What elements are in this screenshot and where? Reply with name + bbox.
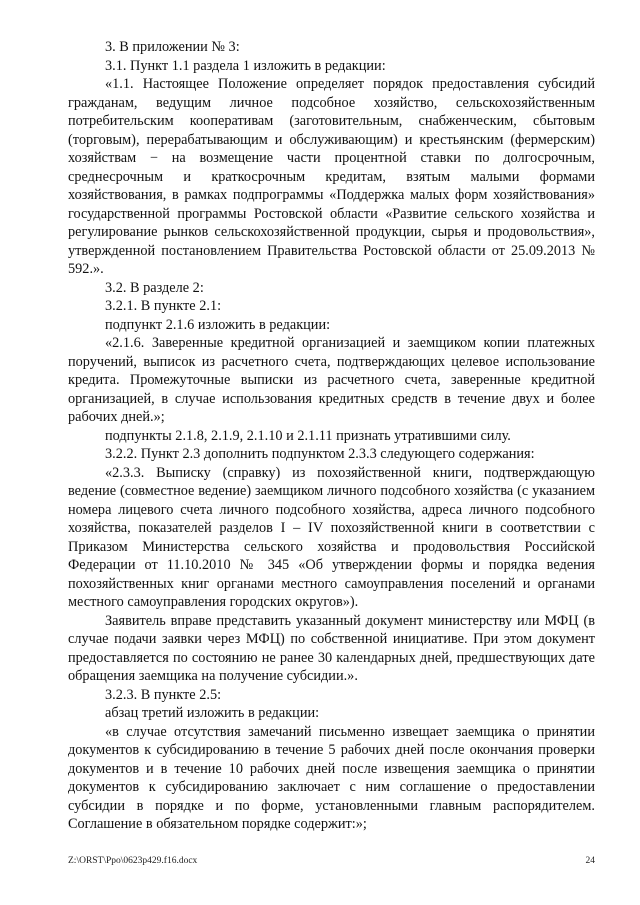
paragraph-3-2-1: 3.2.1. В пункте 2.1: xyxy=(105,298,222,314)
paragraph-applicant-right: Заявитель вправе представить указанный документ министерству или МФЦ (в случае подачи заявки через МФЦ) по собственной инициативе. При этом документ предоставляется по состоянию не ранее 30 календарных дней, предшествующих дате обращения заемщика на получение субсидии.». xyxy=(68,612,595,684)
paragraph-quote-notification: «в случае отсутствия замечаний письменно извещает заемщика о принятии документов к субсидированию в течение 5 рабочих дней после окончания проверки документов и в течение 10 рабочих дней после извещения заемщика о принятии документов к субсидированию заключает с ним соглашение о предоставлении субсидии в порядке и по форме, установленными главным распорядителем. Соглашение в обязательном порядке содержит:»; xyxy=(68,723,595,832)
paragraph-subitem-2-1-6: подпункт 2.1.6 изложить в редакции: xyxy=(105,316,331,333)
footer-page-number: 24 xyxy=(585,856,595,866)
footer-file-path: Z:\ORST\Ppo\0623p429.f16.docx xyxy=(68,856,198,866)
paragraph-3-2-2: 3.2.2. Пункт 2.3 дополнить подпунктом 2.3.3 следующего содержания: xyxy=(105,446,535,462)
paragraph-invalidated-subitems: подпункты 2.1.8, 2.1.9, 2.1.10 и 2.1.11 признать утратившими силу. xyxy=(105,427,511,444)
document-body xyxy=(68,38,595,834)
paragraph-quote-1-1: «1.1. Настоящее Положение определяет порядок предоставления субсидий гражданам, ведущим личное подсобное хозяйство, сельскохозяйственным потребительским кооперативам (заготовительным, снабженческим, сбытовым (торговым), перерабатывающим и обслуживающим) и крестьянским (фермерским) хозяйствам − на возмещение части процентной ставки по долгосрочным, среднесрочным и краткосрочным кредитам, взятым малыми формами хозяйствования, в рамках подпрограммы «Поддержка малых форм хозяйствования» государственной программы Ростовской области «Развитие сельского хозяйства и регулирование рынков сельскохозяйственной продукции, сырья и продовольствия», утвержденной постановлением Правительства Ростовской области от 25.09.2013 № 592.». xyxy=(68,76,595,277)
paragraph-quote-2-1-6: «2.1.6. Заверенные кредитной организацией и заемщиком копии платежных поручений, выписок из расчетного счета, подтверждающих целевое использование кредита. Промежуточные выписки из расчетного счета, заверенные кредитной организацией, в случае использования кредитных средств в течение двух и более рабочих дней.»; xyxy=(68,335,595,425)
paragraph-3-1: 3.1. Пункт 1.1 раздела 1 изложить в редакции: xyxy=(105,57,386,74)
paragraph-3-2-3: 3.2.3. В пункте 2.5: xyxy=(105,686,222,703)
paragraph-3-2: 3.2. В разделе 2: xyxy=(105,279,204,296)
paragraph-quote-2-3-3: «2.3.3. Выписку (справку) из похозяйственной книги, подтверждающую ведение (совместное ведение) заемщиком личного подсобного хозяйства (с указанием номера лицевого счета личного подсобного хозяйства, адреса личного подсобного хозяйства, показателей разделов I – IV похозяйственной книги в соответствии с Приказом Министерства сельского хозяйства и продовольствия Российской Федерации от 11.10.2010 № 345 «Об утверждении формы и порядка ведения похозяйственных книг органами местного самоуправления поселений и органами местного самоуправления городских округов»). xyxy=(68,464,595,610)
paragraph-appendix-3: 3. В приложении № 3: xyxy=(105,39,240,55)
page-footer xyxy=(68,855,595,867)
paragraph-third-abzac: абзац третий изложить в редакции: xyxy=(105,705,320,721)
